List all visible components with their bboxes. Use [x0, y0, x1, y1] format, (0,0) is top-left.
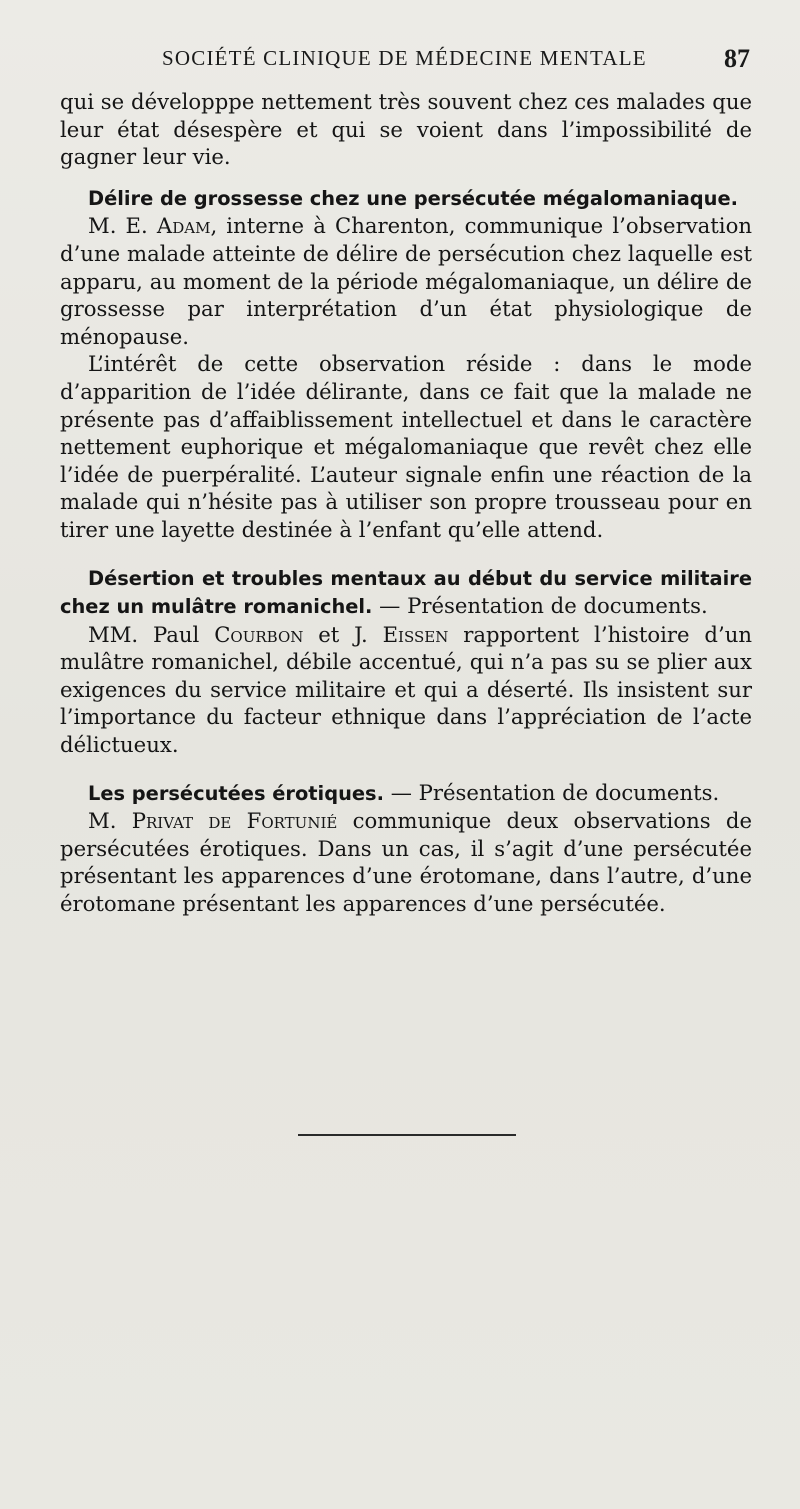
intro-paragraph: qui se développpe nettement très souvent chez ces malades que leur état désespère et qui se voient dans l’impossibilité de gagner leur vie. — [60, 89, 752, 170]
section-1-paragraph-2: L’intérêt de cette observation réside : dans le mode d’apparition de l’idée délirante, dans ce fait que la malade ne présente pas d’affaiblissement intellectuel et dans le caractère nettement euphorique et mégalomaniaque que revêt chez elle l’idée de puerpéralité. L’auteur signale enfin une réaction de la malade qui n’hésite pas à utiliser son propre trousseau pour en tirer une layette destinée à l’enfant qu’elle attend. — [60, 351, 752, 542]
section-title-3: Les persécutées érotiques. — [88, 781, 384, 805]
running-title: SOCIÉTÉ CLINIQUE DE MÉDECINE MENTALE — [162, 46, 647, 70]
page-header — [60, 40, 760, 80]
author-name: Adam — [156, 213, 211, 239]
end-rule — [298, 1134, 516, 1136]
page-number: 87 — [724, 44, 750, 73]
section-heading-2 — [60, 564, 752, 621]
section-3-paragraph: M. Privat de Fortunié communique deux observations de persécutées érotiques. Dans un cas, il s’agit d’une persécutée présentant les apparences d’une érotomane, dans l’autre, d’une érotomane présentant les apparences d’une persécutée. — [60, 808, 752, 917]
section-heading-1 — [60, 184, 752, 213]
author-name: Courbon — [214, 621, 304, 647]
author-name: Eissen — [382, 621, 449, 647]
section-heading-3 — [60, 779, 752, 808]
section-2-paragraph: MM. Paul Courbon et J. Eissen rapportent l’histoire d’un mulâtre romanichel, débile accentué, qui n’a pas su se plier aux exigences du service militaire et qui a déserté. Ils insistent sur l’importance du facteur ethnique dans l’appréciation de l’acte délictueux. — [60, 621, 753, 758]
section-title-2-suffix: — Présentation de documents. — [372, 593, 708, 619]
author-name: Privat de Fortunié — [131, 808, 338, 834]
section-title-3-suffix: — Présentation de documents. — [383, 779, 720, 805]
section-title-1: Délire de grossesse chez une persécutée mégalomaniaque. — [88, 186, 738, 210]
section-title-2: Désertion et troubles mentaux au début du service militaire chez un mulâtre romanichel. — [60, 566, 752, 619]
page-body — [60, 88, 752, 918]
section-1-paragraph-1: M. E. Adam, interne à Charenton, communique l’observation d’une malade atteinte de délire de persécution chez laquelle est apparu, au moment de la période mégalomaniaque, un délire de grossesse par interprétation d’un état physiologique de ménopause. — [60, 213, 752, 349]
